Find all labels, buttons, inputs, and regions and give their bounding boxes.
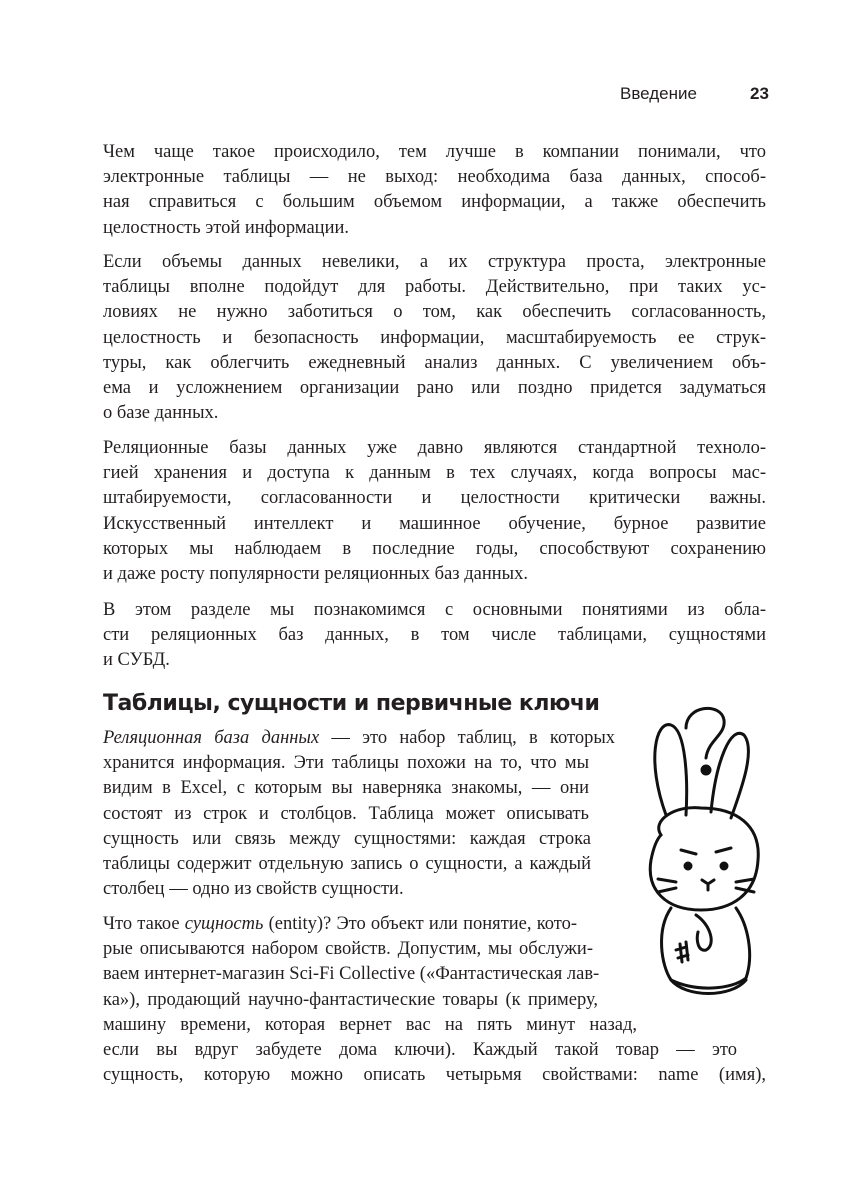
text-line: таблицы содержит отдельную запись о сущности, а каждый	[103, 853, 591, 874]
text-line: если вы вдруг забудете дома ключи). Каждый такой товар — это	[103, 1039, 737, 1060]
text-line: штабируемости, согласованности и целостности критически важны.	[103, 488, 766, 509]
paragraph-5	[103, 726, 615, 902]
running-header-section: Введение	[620, 84, 697, 103]
text-line: и даже росту популярности реляционных баз данных.	[103, 563, 528, 584]
question-mark-icon	[686, 708, 724, 758]
text-span: — это набор таблиц, в которых	[319, 728, 615, 748]
text-line: ваем интернет-магазин Sci-Fi Collective («Фантастическая лав-	[103, 964, 600, 985]
paragraph-1	[103, 140, 766, 241]
text-line: которых мы наблюдаем в последние годы, способствуют сохранению	[103, 538, 766, 559]
text-line: рые описываются набором свойств. Допустим, мы обслужи-	[103, 939, 593, 960]
confused-bunny-illustration	[636, 700, 771, 1000]
text-line: ная справиться с большим объемом информации, а также обеспечить	[103, 192, 766, 213]
text-line: и СУБД.	[103, 650, 170, 671]
text-line: ема и усложнением организации рано или поздно придется задуматься	[103, 377, 766, 398]
term-italic: сущность	[184, 914, 264, 934]
paragraph-4	[103, 598, 766, 674]
text-line: ловиях не нужно заботиться о том, как обеспечить согласованность,	[103, 302, 766, 323]
text-line: о базе данных.	[103, 403, 219, 424]
text-line: Если объемы данных невелики, а их структура проста, электронные	[103, 252, 766, 272]
text-line	[103, 726, 615, 751]
paragraph-2	[103, 250, 766, 426]
text-line: туры, как облегчить ежедневный анализ данных. С увеличением объ-	[103, 352, 766, 373]
text-line: сти реляционных баз данных, в том числе таблицами, сущностями	[103, 625, 766, 646]
text-line	[103, 912, 577, 937]
text-line: ка»), продающий научно-фантастические товары (к примеру,	[103, 989, 598, 1010]
text-line: состоят из строк и столбцов. Таблица может описывать	[103, 803, 589, 824]
text-span: (entity)? Это объект или понятие, кото-	[263, 914, 577, 934]
text-line: сущность, которую можно описать четырьмя свойствами: name (имя),	[103, 1065, 766, 1086]
text-line: электронные таблицы — не выход: необходима база данных, способ-	[103, 167, 766, 188]
text-span: Что такое	[103, 914, 185, 934]
text-line: Чем чаще такое происходило, тем лучше в компании понимали, что	[103, 142, 766, 162]
term-italic: Реляционная база данных	[103, 728, 320, 748]
text-line: гией хранения и доступа к данным в тех случаях, когда вопросы мас-	[103, 463, 766, 484]
text-line: Реляционные базы данных уже давно являются стандартной техноло-	[103, 438, 766, 458]
text-line: Искусственный интеллект и машинное обучение, бурное развитие	[103, 513, 766, 534]
paragraph-3	[103, 436, 766, 587]
section-heading: Таблицы, сущности и первичные ключи	[103, 691, 600, 716]
text-line: столбец — одно из свойств сущности.	[103, 879, 404, 900]
text-line: целостность и безопасность информации, масштабируемость ее струк-	[103, 327, 766, 348]
page-number: 23	[750, 84, 769, 103]
text-line: таблицы вполне подойдут для работы. Действительно, при таких ус-	[103, 277, 766, 298]
text-line: сущность или связь между сущностями: каждая строка	[103, 828, 591, 849]
text-line: видим в Excel, с которым вы наверняка знакомы, — они	[103, 778, 589, 799]
text-line: машину времени, которая вернет вас на пять минут назад,	[103, 1014, 637, 1035]
text-line: В этом разделе мы познакомимся с основными понятиями из обла-	[103, 600, 766, 620]
text-line: хранится информация. Эти таблицы похожи на то, что мы	[103, 753, 589, 774]
text-line: целостность этой информации.	[103, 217, 350, 238]
